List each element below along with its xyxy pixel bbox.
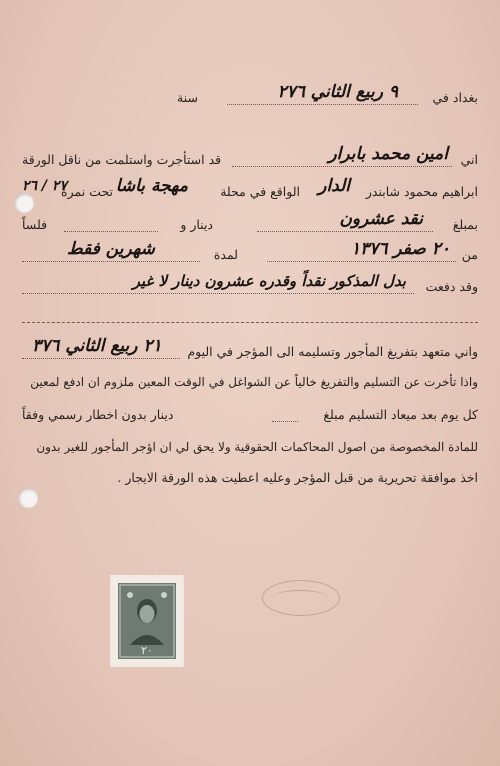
clause-law-text: للمادة المخصوصة من اصول المحاكمات الحقوقية ولا يحق لي ان اؤجر المأجور للغير بدون	[36, 440, 478, 454]
year-label: سنة	[177, 90, 198, 105]
tenant-prefix: اني	[460, 152, 478, 167]
location-label: الواقع في محلة	[220, 184, 300, 199]
payment-prefix: وقد دفعت	[425, 279, 478, 294]
dinar-label: دينار و	[180, 217, 213, 232]
clause-law	[22, 435, 478, 459]
clause-delay	[22, 370, 478, 394]
payment-handwritten: بدل المذكور نقداً وقدره عشرون دينار لا غير	[132, 272, 406, 290]
tenant-name-handwritten: امين محمد بابرار	[328, 144, 448, 164]
tenant-line	[22, 144, 478, 172]
clause-consent-text: اخذ موافقة تحريرية من قبل المؤجر وعليه اعطيت هذه الورقة الايجار .	[117, 470, 478, 485]
number-handwritten: ٢٧ / ٢٦	[22, 178, 67, 194]
from-label: من	[461, 247, 478, 262]
header-date-line	[22, 82, 478, 110]
clause-penalty-text: كل يوم بعد ميعاد التسليم مبلغ	[323, 407, 478, 422]
stamp-value: ٢٠	[141, 644, 153, 657]
clause-consent	[22, 466, 478, 490]
city-label: بغداد في	[432, 90, 478, 105]
district-handwritten: مهجة باشا	[115, 176, 188, 196]
faded-seal-signature	[272, 590, 328, 605]
clause-return-date	[22, 336, 478, 364]
fils-label: فلساً	[22, 217, 48, 232]
clause-penalty-text2: دينار بدون اخطار رسمي وفقاً	[22, 407, 174, 422]
amount-line	[22, 209, 478, 237]
punch-hole-lower	[18, 488, 38, 508]
clause-return-text: واني متعهد بتفريغ المأجور وتسليمه الى المؤجر في اليوم	[187, 344, 478, 359]
amount-handwritten: نقد عشرون	[339, 209, 423, 229]
property-type-handwritten: الدار	[318, 176, 350, 196]
clause-penalty	[22, 403, 478, 427]
duration-label: لمدة	[213, 247, 238, 262]
from-date-handwritten: ٢٠ صفر ١٣٧٦	[350, 239, 450, 259]
date-handwritten: ٩ ربيع الثاني ٢٧٦	[277, 82, 398, 102]
number-label: تحت نمرة	[61, 184, 113, 199]
period-line	[22, 239, 478, 267]
owner-name: ابراهيم محمود شابندر	[365, 184, 478, 199]
revenue-stamp-portrait-icon	[118, 583, 176, 659]
section-divider	[22, 322, 478, 323]
duration-handwritten: شهرين فقط	[67, 239, 155, 259]
clause-delay-text: واذا تأخرت عن التسليم والتفريغ خالياً عن الشواغل في الوقت المعين ملزوم ان ادفع لمعين	[30, 375, 478, 389]
amount-prefix: بمبلغ	[452, 217, 478, 232]
payment-line	[22, 272, 478, 299]
revenue-stamp	[110, 575, 184, 667]
return-date-handwritten: ٢١ ربيع الثاني ٣٧٦	[32, 336, 162, 356]
property-line	[22, 176, 478, 204]
tenant-suffix: قد استأجرت واستلمت من ناقل الورقة	[22, 152, 222, 167]
